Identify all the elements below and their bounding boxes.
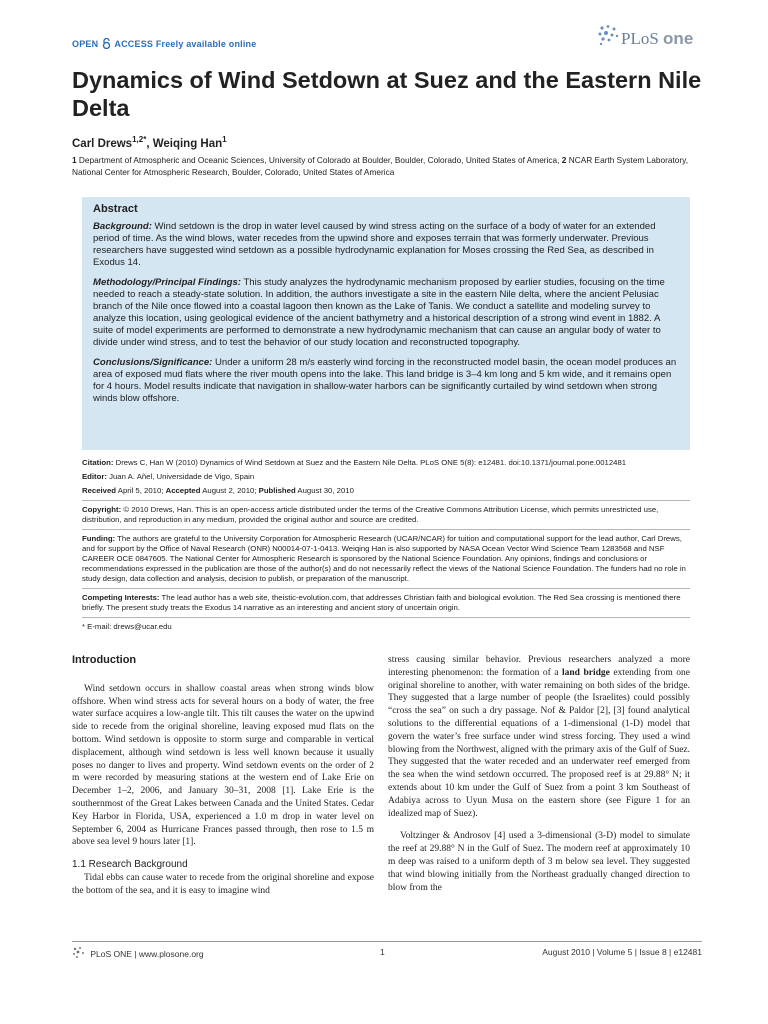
emphasis-term: land bridge [562,667,610,678]
open-access-banner [72,38,256,49]
dots-logo-icon [72,946,86,960]
competing-interests [82,593,690,613]
meta-label: Editor: [82,472,107,481]
meta-text: © 2010 Drews, Han. This is an open-access article distributed under the terms of the Creative Commons Attribution License, which permits unrestricted use, distribution, and reproduction in any medium, provided the original author and source are credited. [82,505,659,524]
meta-text: Juan A. Añel, Universidade de Vigo, Spain [106,472,255,481]
abstract-background [93,221,679,269]
meta-text: Drews C, Han W (2010) Dynamics of Wind Setdown at Suez and the Eastern Nile Delta. PLoS ONE 5(8): e12481. doi:10.1371/journal.pone.0012481 [113,458,627,467]
open-label: OPEN [72,39,99,49]
meta-label: Funding: [82,534,116,543]
author-separator: , [146,137,153,150]
brand-plos: PLoS [621,29,659,48]
section-label: Methodology/Principal Findings: [93,277,241,288]
divider [82,588,690,589]
meta-label: Copyright: [82,505,122,514]
meta-label: Competing Interests: [82,593,160,602]
body-column-right [388,654,690,894]
article-metadata [82,458,690,636]
free-label: Freely available online [155,39,257,49]
contact-email: * E-mail: drews@ucar.edu [82,622,172,631]
author-affiliation-mark: 1 [222,135,227,144]
footer-journal-text: PLoS ONE | www.plosone.org [90,949,204,959]
meta-label: Published [258,486,296,495]
divider [82,529,690,530]
author-name: Carl Drews [72,137,133,150]
abstract-heading: Abstract [93,203,138,215]
section-label: Background: [93,221,152,232]
author-name: Weiqing Han [152,137,223,150]
body-paragraph: Wind setdown occurs in shallow coastal areas when strong winds blow offshore. When wind stress acts for several hours on a body of water, the free water surface acquires a low-angle tilt. This tilt causes the water on the upwind side to recede from the original shoreline, leaving exposed mud flats on the bottom. Wind setdown is opposite to storm surge and comparable in vertical displacement, although wind setdown is less well known because it usually poses no danger to lives and property. Wind setdown events on the order of 2 m were recorded by measuring stations at the western end of Lake Erie on December 1–2, 2006, and January 30–31, 2008 [1]. Lake Erie is the southernmost of the Great Lakes between Canada and the United States. Cedar Key Harbor in Florida, USA, experienced a 1.0 m drop in water level on September 6, 2004 as Hurricane Frances passed through, then rose to 1.5 m above sea level 9 hours later [1]. [72,683,374,848]
body-text: extending from one original shoreline to another, with water remaining on both sides of the bridge. They suggested that a large number of people (the Israelites) could possibly “cross the sea” on such a dry passage. Nof & Paldor [2], [3] found analytical solutions to the differential equations of a 1-dimensional (1-D) model that govern the water’s free surface under wind stress forcing. They used a wind blowing from the Northwest, aligned with the primary axis of the Gulf of Suez. They suggested that the water receded and an underwater reef emerged from the sea when the wind setdown occurred. The proposed reef is at 29.88° N; it extends about 10 km under the Gulf of Suez from a point 3 km Southeast of Adabiya across to Uyun Musa on the eastern shore (see Figure 1 for an idealized map of Suez). [388,667,690,819]
copyright [82,505,690,525]
meta-label: Accepted [165,486,201,495]
editor [82,472,690,482]
brand-one: one [663,29,694,48]
body-paragraph: Tidal ebbs can cause water to recede from the original shoreline and expose the bottom of the sea, and it is easy to imagine wind [72,872,374,896]
body-text: stress causing similar behavior. Previous researchers analyzed a more interesting phenomenon: the formation of a [388,655,690,678]
affiliation-text: NCAR Earth System Laboratory, National Center for Atmospheric Research, Boulder, Colorado, United States of America [72,155,688,177]
citation [82,458,690,468]
meta-text: August 30, 2010 [295,486,354,495]
section-label: Conclusions/Significance: [93,357,213,368]
author-list [72,135,227,150]
author-affiliation-mark: 1,2* [132,135,147,144]
section-heading-introduction: Introduction [72,654,137,666]
funding [82,534,690,584]
body-paragraph: Voltzinger & Androsov [4] used a 3-dimensional (3-D) model to simulate the reef at 29.88° N in the Gulf of Suez. The modern reef at approximately 10 m deep was raised to a uniform depth of 3 m below sea level. They suggested that wind blowing initially from the Northeast gradually changed direction to blow from the [388,831,690,893]
brand-wordmark [621,29,693,49]
abstract-methods [93,277,679,349]
body-paragraph [388,654,690,820]
abstract-box [82,197,690,450]
footer-issue: August 2010 | Volume 5 | Issue 8 | e12481 [542,947,702,957]
meta-label: Citation: [82,458,114,467]
abstract-conclusions [93,357,679,405]
footer-rule [72,941,702,942]
page-number: 1 [380,947,385,957]
plos-one-logo [597,24,707,54]
affiliation-text: Department of Atmospheric and Oceanic Sciences, University of Colorado at Boulder, Boulder, Colorado, United States of America, [76,155,562,165]
open-lock-icon [102,38,111,49]
dots-logo-icon [597,24,621,52]
affiliations [72,154,702,178]
divider [82,617,690,618]
dates [82,486,690,496]
meta-text: April 5, 2010; [116,486,166,495]
section-text: Under a uniform 28 m/s easterly wind forcing in the reconstructed model basin, the ocean model produces an area of exposed mud flats where the river mouth opens into the lake. This land bridge is 3–4 km long and 5 km wide, and it remains open for 4 hours. Model results indicate that navigation in shallow-water harbors can be significantly curtailed by wind setdown when strong winds blow offshore. [93,357,677,404]
meta-text: The lead author has a web site, theistic-evolution.com, that addresses Christian faith and biological evolution. The Red Sea crossing is mentioned there briefly. The present study treats the Exodus 14 narrative as an interesting and ancient story of uncertain origin. [82,593,681,612]
section-text: Wind setdown is the drop in water level caused by wind stress acting on the surface of a body of water for an extended period of time. As the wind blows, water recedes from the upwind shore and exposes terrain that was formerly underwater. Previous researchers have suggested wind setdown as a possible hydrodynamic explanation for Moses crossing the Red Sea, as described in Exodus 14. [93,221,656,268]
footer-journal [72,946,204,960]
affiliation-number: 1 [72,155,77,165]
article-title: Dynamics of Wind Setdown at Suez and the Eastern Nile Delta [72,67,702,121]
section-text: This study analyzes the hydrodynamic mechanism proposed by earlier studies, focusing on the time needed to reach a steady-state solution. In addition, the authors investigate a site in the eastern Nile delta, where the ancient Pelusiac branch of the Nile once flowed into a coastal lagoon then known as the Lake of Tanis. We conduct a satellite and modeling survey to analyze this location, using geological evidence of the ancient bathymetry and a historical description of a strong wind event in 1882. A suite of model experiments are performed to demonstrate a new hydrodynamic mechanism that can cause an angular body of water to divide under wind stress, and to test the behavior of our study location and reconstructed topography. [93,277,665,348]
affiliation-number: 2 [561,155,567,165]
divider [82,500,690,501]
access-label: ACCESS [114,39,154,49]
meta-label: Received [82,486,117,495]
meta-text: August 2, 2010; [200,486,259,495]
subsection-heading-research-background: 1.1 Research Background [72,859,188,871]
meta-text: The authors are grateful to the University Corporation for Atmospheric Research (UCAR/NCAR) for tuition and computational support for the lead author, Carl Drews, and for support by the Office of Naval Research (ONR) N00014-07-1-0413. Weiqing Han is also supported by NASA Ocean Vector Wind Science Team 1283568 and NSF CAREER OCE 0847605. The National Center for Atmospheric Research is sponsored by the National Science Foundation. Any opinions, findings and conclusions or recommendations expressed in the publication are those of the author(s) and do not necessarily reflect the views of the National Science Foundation. The funders had no role in study design, data collection and analysis, decision to publish, or preparation of the manuscript. [82,534,686,583]
body-column-left [72,654,374,898]
